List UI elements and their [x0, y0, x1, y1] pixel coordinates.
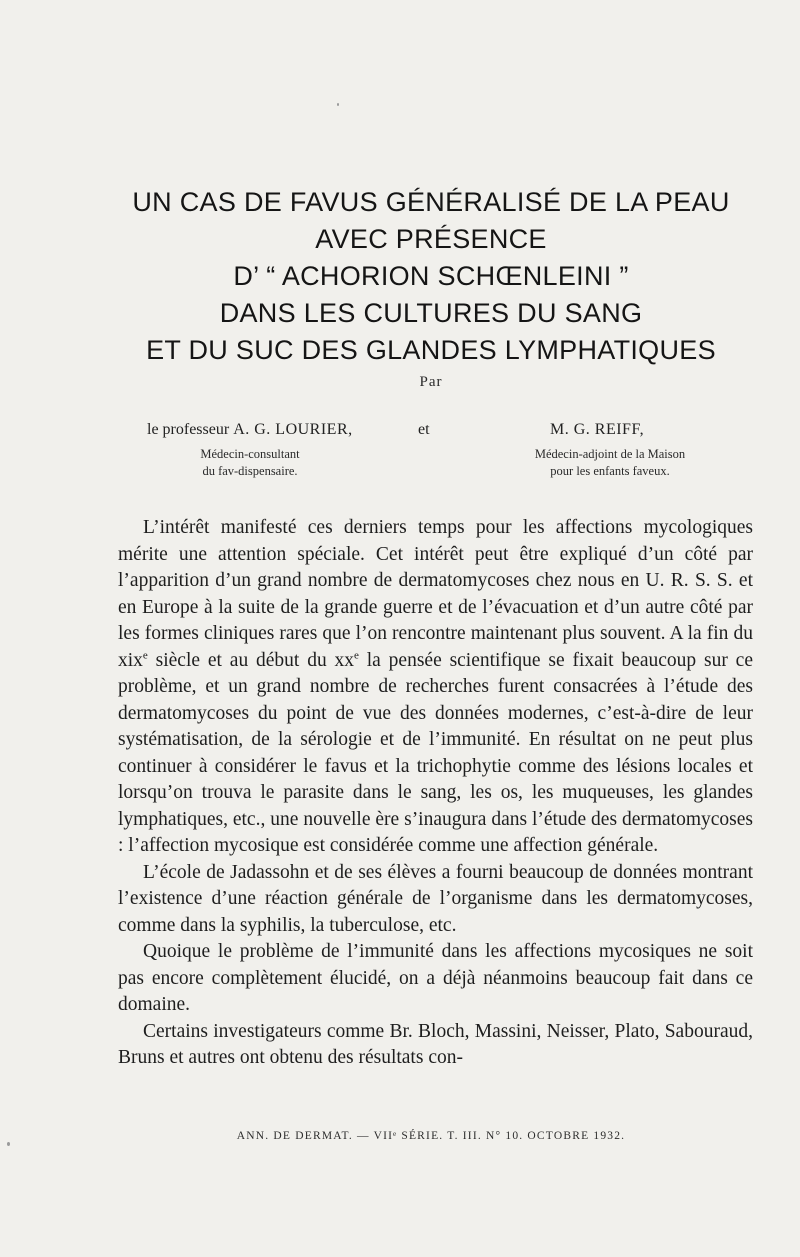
paragraph-1-part-a: L’intérêt manifesté ces derniers temps pour les affections mycologiques mérite une attention spéciale. Cet intérêt peut être expliqué d’un côté par l’apparition d’un grand nombre de dermatomycoses chez nous en U. R. S. S. et en Europe à la suite de la grande guerre et de l’évacuation et d’un autre côté par les formes cliniques rares que l’on rencontre maintenant plus souvent. A la fin du	[118, 517, 753, 644]
byline-par: Par	[419, 374, 443, 390]
article-title	[100, 184, 762, 369]
century-xix: xix	[118, 649, 143, 671]
speck-mark	[337, 103, 339, 106]
title-line-2: AVEC PRÉSENCE	[315, 224, 547, 254]
paragraph-1-part-b: siècle et au début du	[147, 649, 335, 671]
paragraph-1-part-c: la pensée scientifique se fixait beaucoup sur ce problème, et un grand nombre de recherches furent consacrées à l’étude des dermatomycoses du point de vue des données modernes, c’est-à-dire de leur systématisation, de la sérologie et de l’immunité. En résultat on ne peut plus continuer à considérer le favus et la trichophytie comme des lésions locales et lorsqu’on trouva le parasite dans le sang, les os, les muqueuses, les glandes lymphatiques, etc., une nouvelle ère s’inaugura dans l’étude des dermatomycoses : l’affection mycosique est considérée comme une affection générale.	[118, 649, 753, 856]
journal-footer: ANN. DE DERMAT. — VIIᵉ SÉRIE. T. III. N° 10. OCTOBRE 1932.	[236, 1130, 626, 1142]
speck-mark	[7, 1142, 10, 1146]
author-1-role-line-1: Médecin-consultant	[200, 447, 300, 461]
author-1-name: A. G. LOURIER,	[233, 421, 353, 438]
superscript-e-2: e	[354, 649, 359, 661]
author-2	[550, 421, 644, 439]
superscript-e-1: e	[142, 649, 148, 661]
paragraph-3: Quoique le problème de l’immunité dans les affections mycosiques ne soit pas encore complètement élucidé, on a déjà néanmoins beaucoup fait dans ce domaine.	[118, 941, 753, 1015]
paragraph-2: L’école de Jadassohn et de ses élèves a fourni beaucoup de données montrant l’existence d’une réaction générale de l’organisme dans les dermatomycoses, comme dans la syphilis, la tuberculose, etc.	[118, 861, 753, 936]
author-2-role-line-1: Médecin-adjoint de la Maison	[534, 447, 686, 461]
author-1-role-line-2: du fav-dispensaire.	[202, 464, 298, 478]
century-xx: xx	[334, 649, 355, 671]
title-line-5: ET DU SUC DES GLANDES LYMPHATIQUES	[146, 335, 716, 365]
author-1	[147, 421, 353, 439]
article-body	[118, 515, 753, 1072]
paragraph-1	[118, 515, 753, 860]
author-conjunction: et	[418, 421, 430, 438]
author-1-prefix: le professeur	[147, 421, 234, 438]
author-2-affiliation	[505, 446, 715, 480]
author-2-name: M. G. REIFF,	[550, 421, 645, 438]
paragraph-4: Certains investigateurs comme Br. Bloch, Massini, Neisser, Plato, Sabouraud, Bruns et autres ont obtenu des résultats con-	[118, 1020, 753, 1068]
title-line-3: D’ “ ACHORION SCHŒNLEINI ”	[233, 261, 629, 291]
title-line-4: DANS LES CULTURES DU SANG	[219, 298, 643, 328]
title-line-1: UN CAS DE FAVUS GÉNÉRALISÉ DE LA PEAU	[132, 187, 730, 217]
author-2-role-line-2: pour les enfants faveux.	[550, 464, 670, 478]
author-1-affiliation	[160, 446, 340, 480]
